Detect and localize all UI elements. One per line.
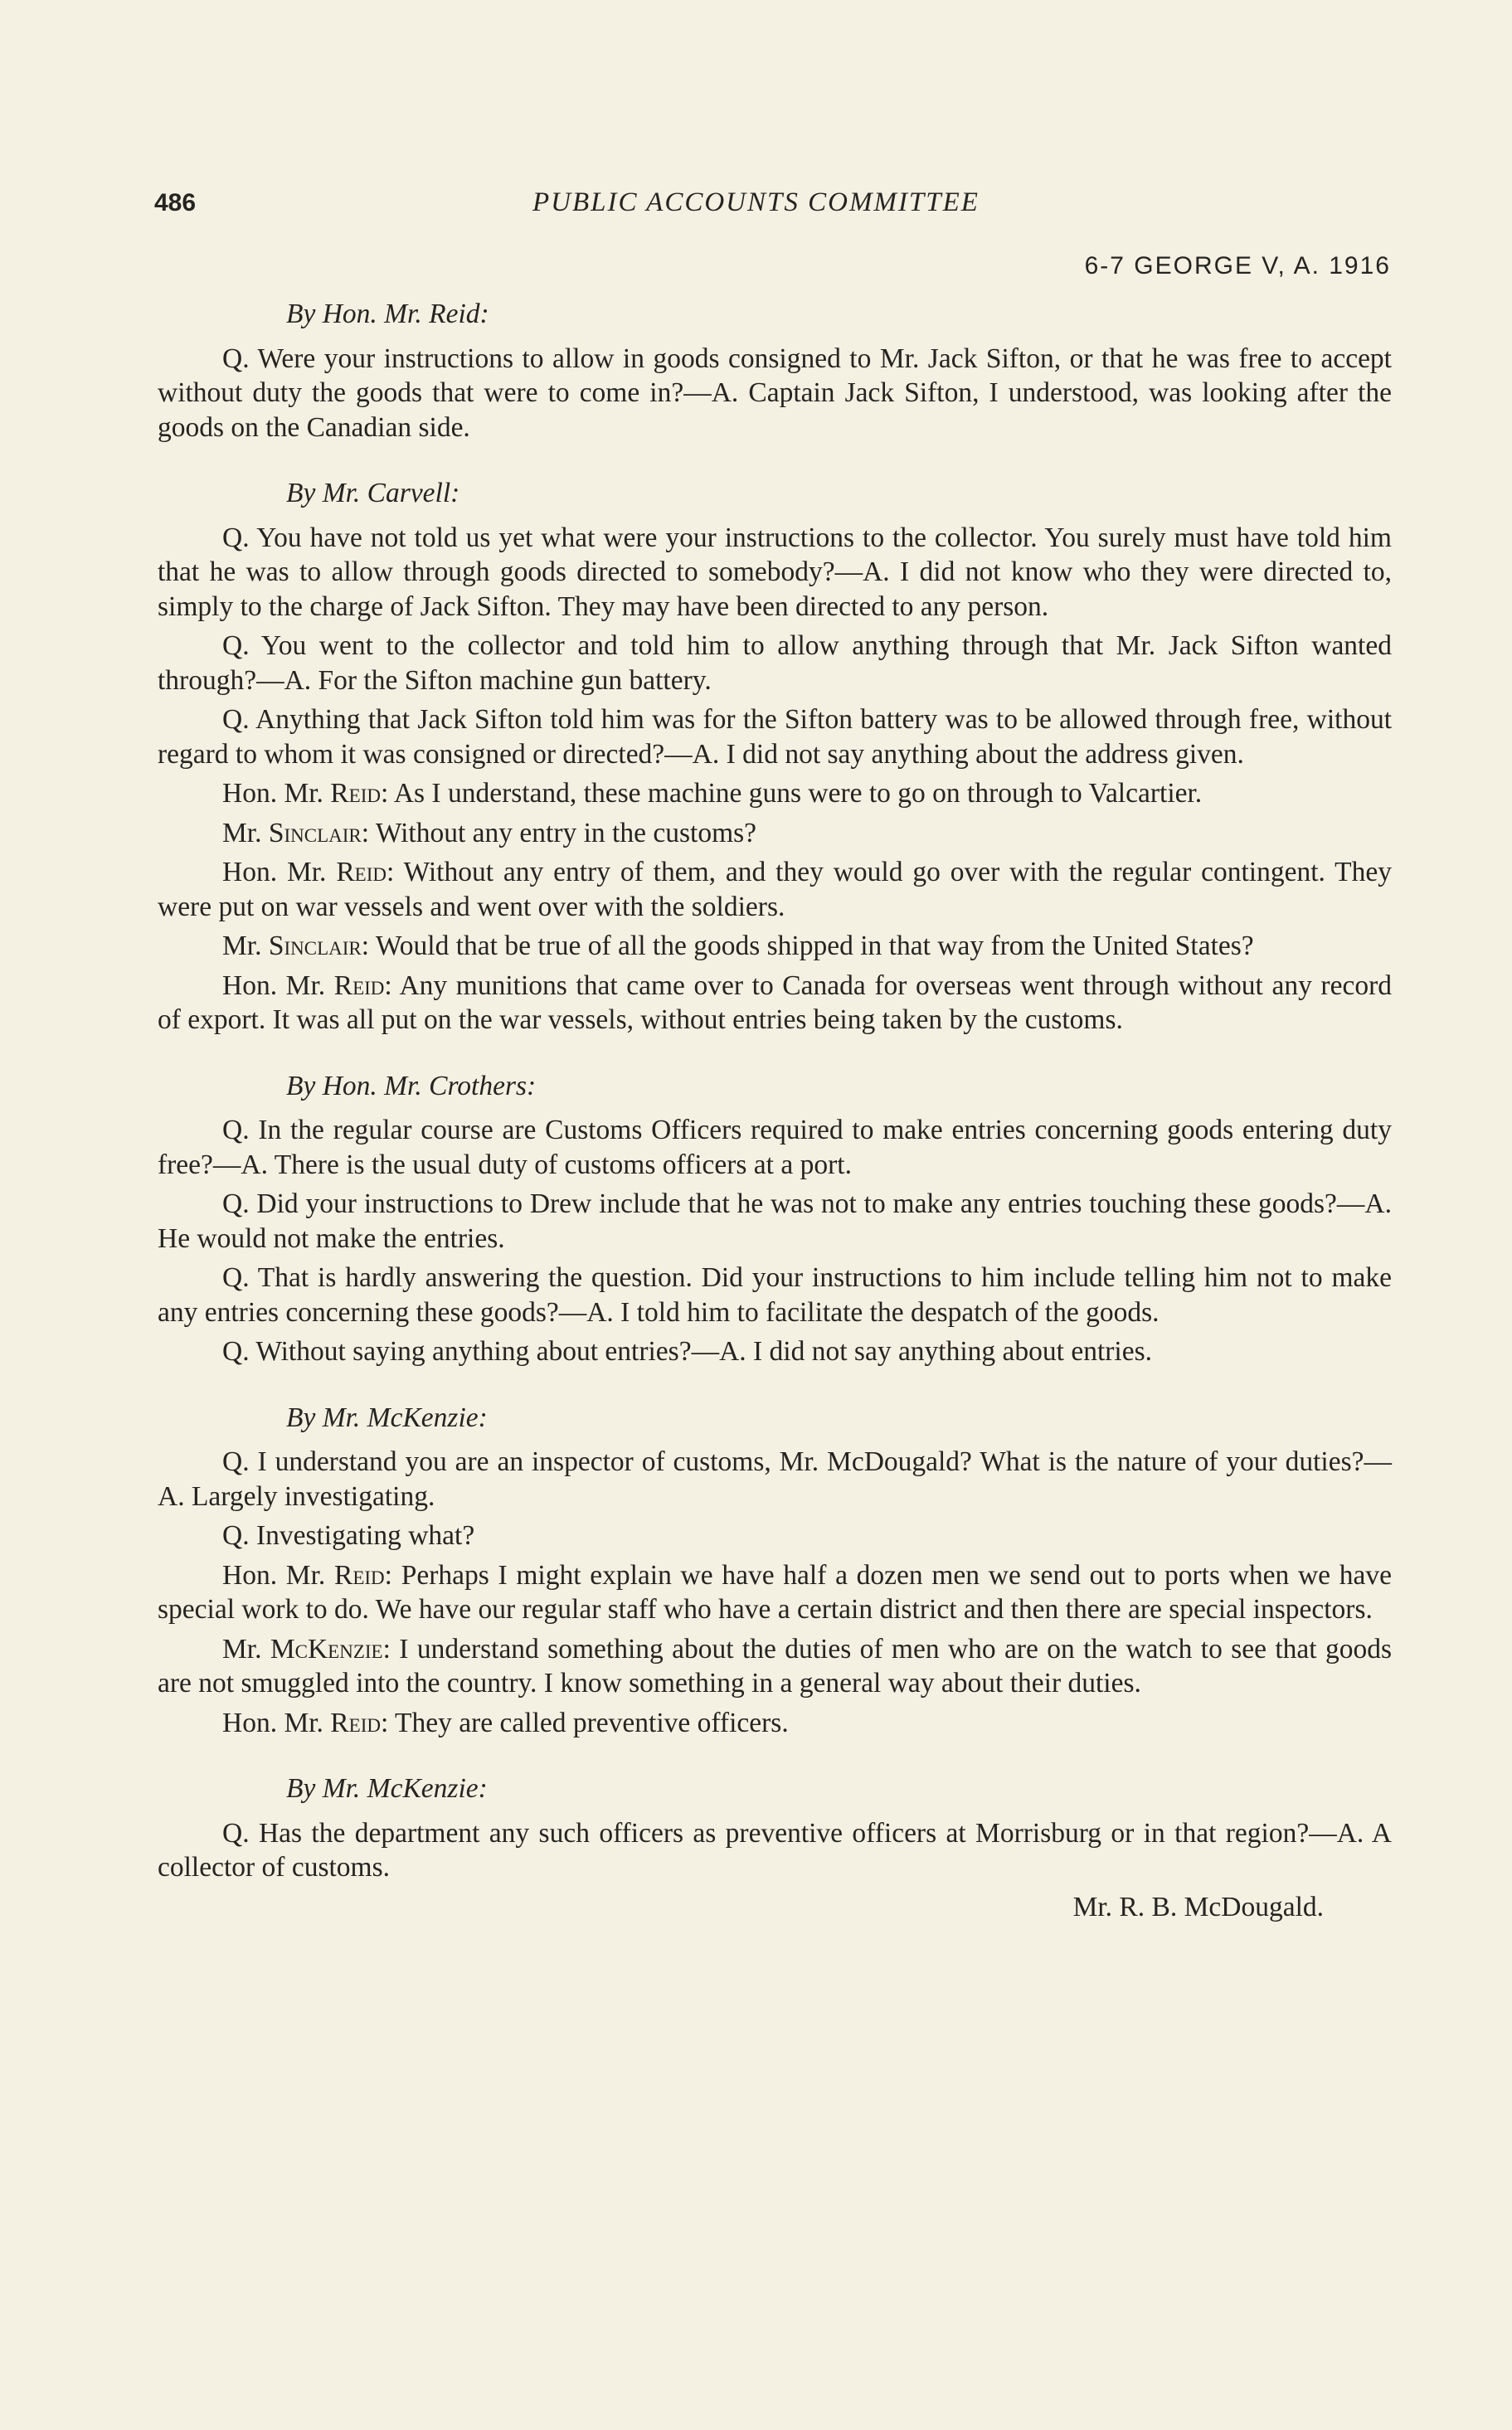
running-title: PUBLIC ACCOUNTS COMMITTEE [532,187,980,217]
speaker-name: Reid [336,857,387,887]
page-body [158,297,1392,1924]
speaker-name: McKenzie [270,1633,383,1665]
speaker-prefix: Mr. [222,1633,262,1665]
speaker-statement: Hon. Mr. Reid: Any munitions that came over to Canada for overseas went through without any record of export. It was all put on the war vessels, without entries being taken by the customs. [158,970,1392,1035]
speaker-statement: Mr. McKenzie: I understand something about the duties of men who are on the watch to see that goods are not smuggled into the country. I know something in a general way about their duties. [158,1633,1393,1699]
statement-text: They are called preventive officers. [395,1707,789,1738]
examiner-heading: By Mr. McKenzie: [286,1402,488,1433]
speaker-statement: Hon. Mr. Reid: As I understand, these machine guns were to go on through to Valcartier. [222,778,1203,809]
speaker-name: Sinclair [268,817,362,848]
statement-text: Any munitions that came over to Canada for overseas went through without any record of export. It was all put on the war vessels, without entries being taken by the customs. [158,970,1392,1035]
speaker-name: Reid [330,778,381,809]
speaker-prefix: Mr. [222,931,262,961]
speaker-prefix: Mr. [222,817,262,848]
question-answer: Q. I understand you are an inspector of customs, Mr. McDougald? What is the nature of your duties?—A. Largely investigating. [158,1446,1392,1512]
session-line: 6-7 GEORGE V, A. 1916 [1084,252,1391,279]
speaker-statement: Mr. Sinclair: Would that be true of all the goods shipped in that way from the United States? [222,931,1254,961]
question-answer: Q. You went to the collector and told him to allow anything through that Mr. Jack Sifton wanted through?—A. For the Sifton machine gun battery. [158,630,1392,696]
speaker-statement: Hon. Mr. Reid: Perhaps I might explain we have half a dozen men we send out to ports when we have special work to do. We have our regular staff who have a certain district and then there are special inspectors. [158,1559,1392,1625]
examiner-heading: By Mr. McKenzie: [286,1773,488,1804]
statement-text: I understand something about the duties of men who are on the watch to see that goods are not smuggled into the country. I know something in a general way about their duties. [158,1633,1393,1699]
speaker-prefix: Hon. Mr. [222,1707,323,1738]
question-answer: Q. You have not told us yet what were your instructions to the collector. You surely must have told him that he was to allow through goods directed to somebody?—A. I did not know who they were directed to, simply to the charge of Jack Sifton. They may have been directed to any person. [158,522,1392,622]
speaker-prefix: Hon. Mr. [222,778,323,809]
statement-text: Without any entry of them, and they would go over with the regular contingent. They were put on war vessels and went over with the soldiers. [158,857,1393,922]
statement-text: As I understand, these machine guns were to go on through to Valcartier. [393,778,1203,809]
question-answer: Q. Anything that Jack Sifton told him was for the Sifton battery was to be allowed through free, without regard to whom it was consigned or directed?—A. I did not say anything about the address given. [158,704,1392,770]
witness-signature: Mr. R. B. McDougald. [1072,1891,1324,1922]
examiner-heading: By Hon. Mr. Crothers: [286,1070,537,1101]
question-answer: Q. Did your instructions to Drew include that he was not to make any entries touching these goods?—A. He would not make the entries. [158,1188,1392,1254]
examiner-heading: By Mr. Carvell: [286,478,460,508]
speaker-name: Reid [333,1559,385,1591]
speaker-name: Sinclair [268,931,362,961]
question-answer: Q. Without saying anything about entries?—A. I did not say anything about entries. [222,1336,1153,1367]
speaker-name: Reid [330,1707,381,1738]
question-answer: Q. Were your instructions to allow in goods consigned to Mr. Jack Sifton, or that he was free to accept without duty the goods that were to come in?—A. Captain Jack Sifton, I understood, was looking after the goods on the Canadian side. [158,343,1392,443]
statement-text: Would that be true of all the goods shipped in that way from the United States? [375,931,1254,961]
question-answer: Q. Has the department any such officers as preventive officers at Morrisburg or in that region?—A. A collector of customs. [158,1817,1392,1883]
speaker-name: Reid [333,970,385,1001]
speaker-prefix: Hon. Mr. [222,857,327,887]
question-answer: Q. Investigating what? [222,1520,475,1551]
page-number: 486 [154,189,197,216]
speaker-statement: Hon. Mr. Reid: Without any entry of them, and they would go over with the regular contingent. They were put on war vessels and went over with the soldiers. [158,857,1393,922]
examiner-heading: By Hon. Mr. Reid: [286,299,489,329]
speaker-statement: Mr. Sinclair: Without any entry in the customs? [222,817,757,848]
statement-text: Without any entry in the customs? [375,817,757,848]
question-answer: Q. In the regular course are Customs Officers required to make entries concerning goods entering duty free?—A. There is the usual duty of customs officers at a port. [158,1115,1392,1180]
question-answer: Q. That is hardly answering the question. Did your instructions to him include telling him not to make any entries concerning these goods?—A. I told him to facilitate the despatch of the goods. [158,1262,1392,1328]
statement-text: Perhaps I might explain we have half a dozen men we send out to ports when we have special work to do. We have our regular staff who have a certain district and then there are special inspectors. [158,1559,1392,1625]
speaker-prefix: Hon. Mr. [222,1559,326,1591]
speaker-statement: Hon. Mr. Reid: They are called preventive officers. [222,1707,789,1738]
speaker-prefix: Hon. Mr. [222,970,326,1001]
